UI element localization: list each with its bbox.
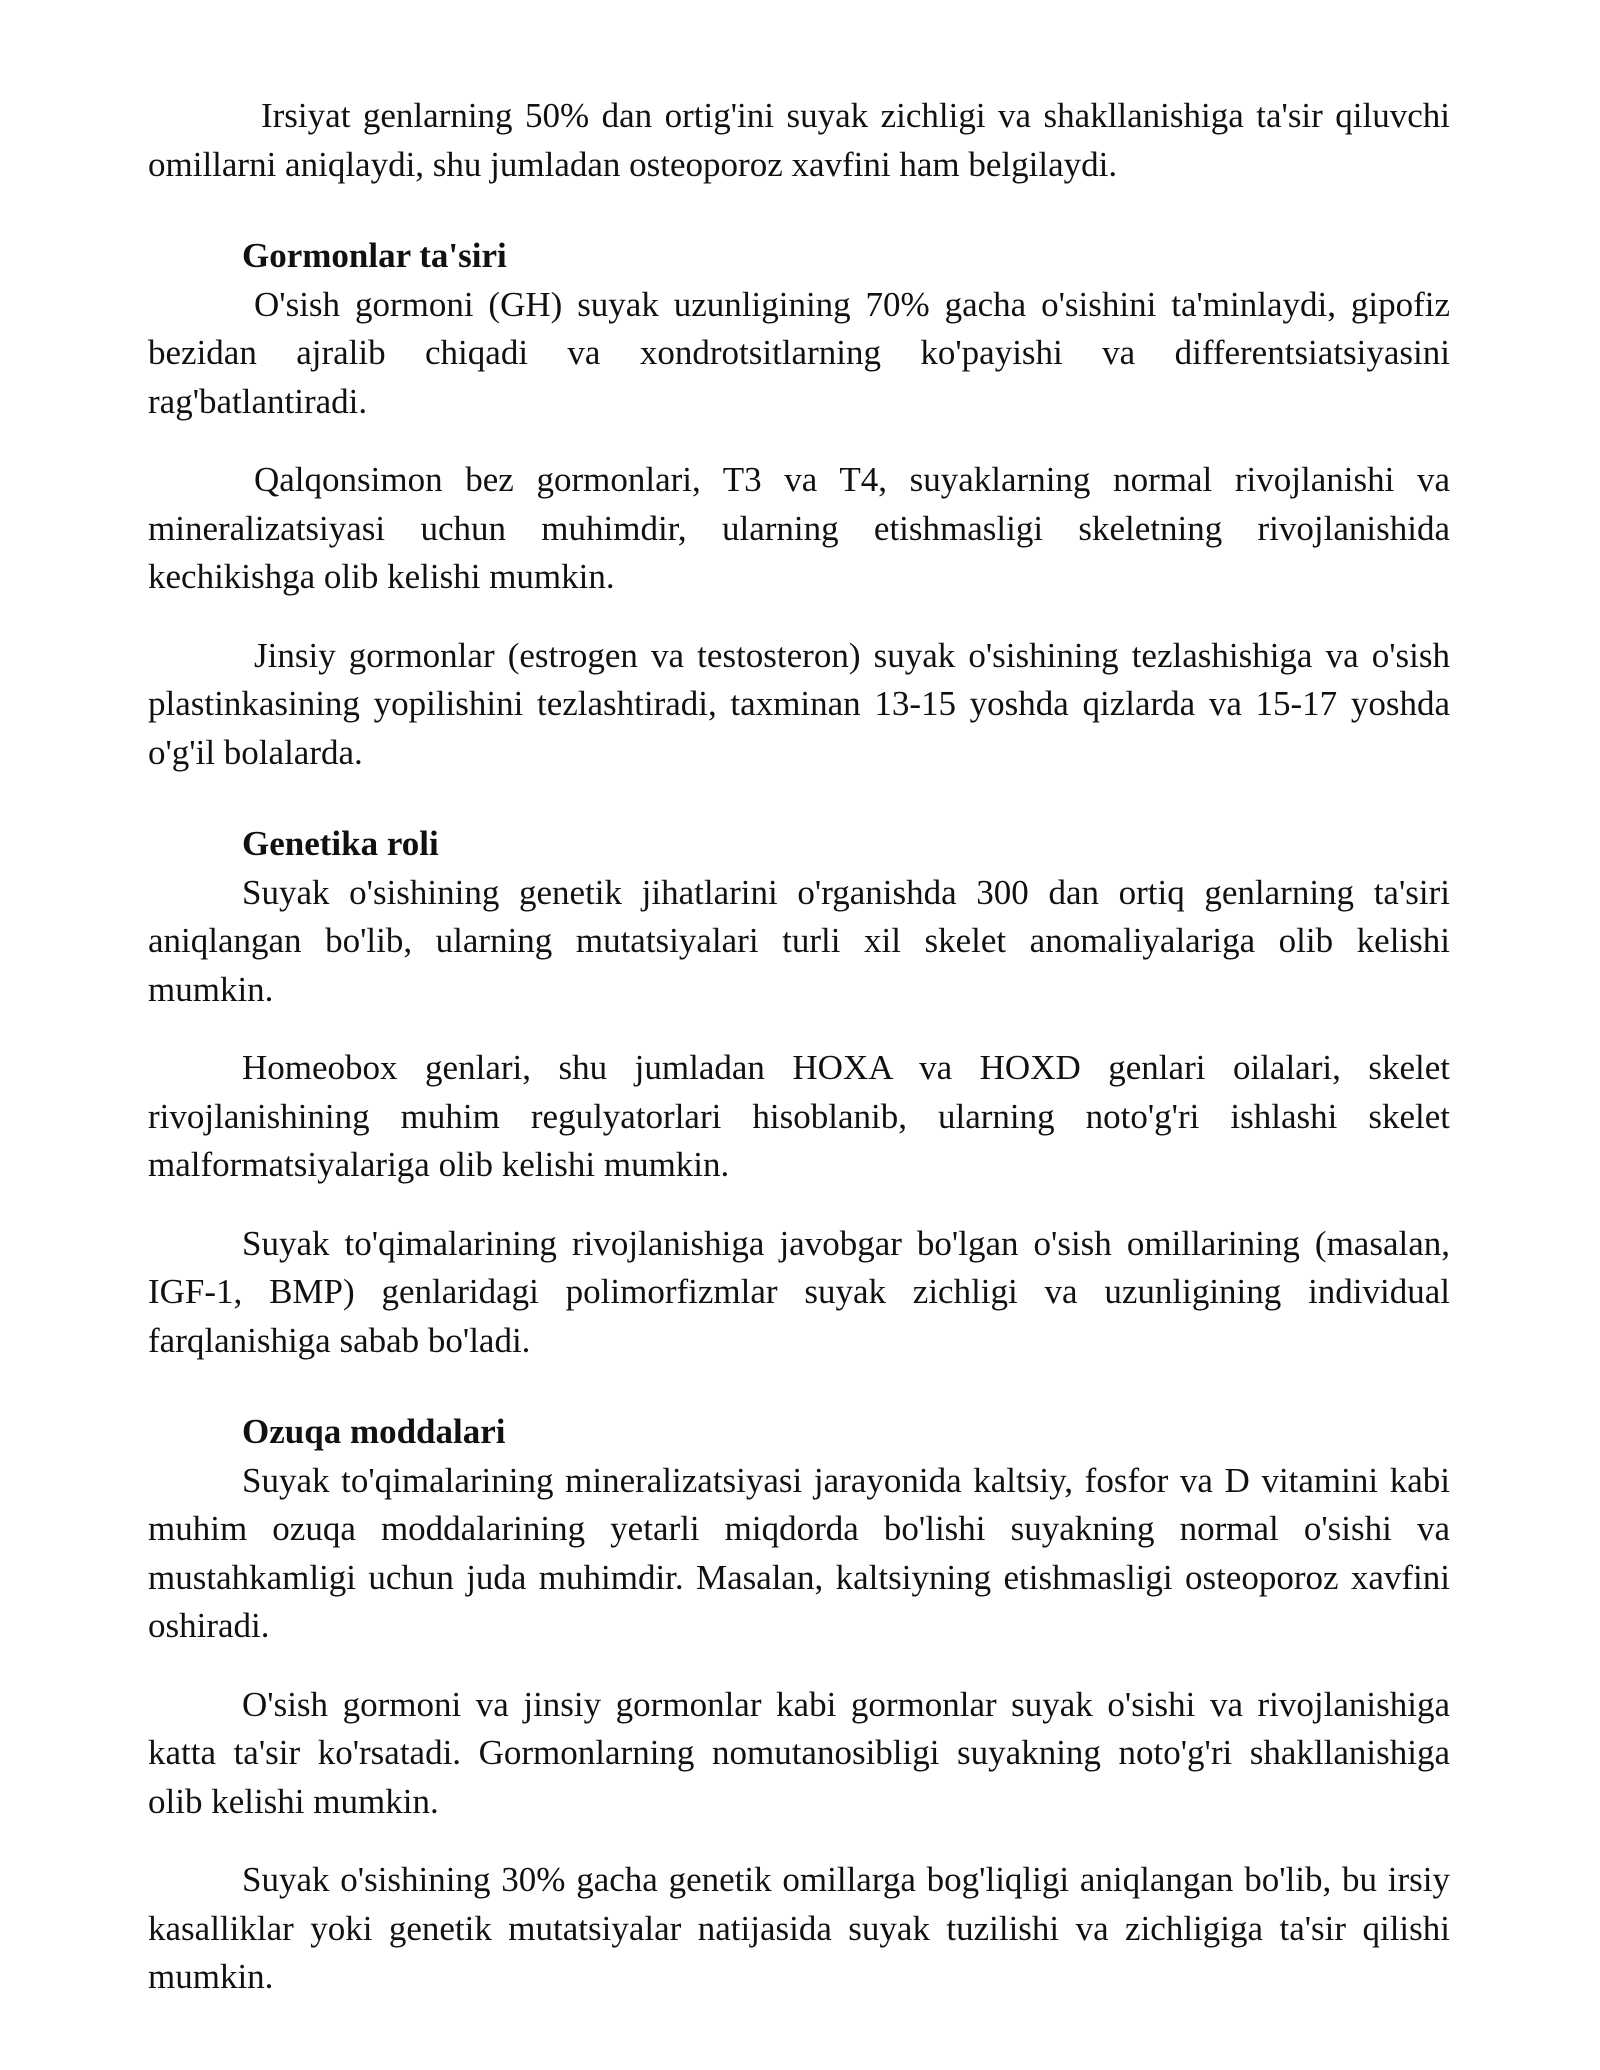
heading-genetika-roli: Genetika roli bbox=[242, 824, 439, 863]
paragraph-osish-gormoni: O'sish gormoni (GH) suyak uzunligining 70% gacha o'sishini ta'minlaydi, gipofiz bezidan ajralib chiqadi va xondrotsitlarning ko'payishi va differentsiatsiyasini rag'batlantiradi. bbox=[148, 284, 1450, 421]
paragraph-homeobox-genlari: Homeobox genlari, shu jumladan HOXA va HOXD genlari oilalari, skelet rivojlanishining muhim regulyatorlari hisoblanib, ularning noto'g'ri ishlashi skelet malformatsiyalariga olib kelishi mumkin. bbox=[148, 1048, 1450, 1184]
paragraph-mineralizatsiya: Suyak to'qimalarining mineralizatsiyasi jarayonida kaltsiy, fosfor va D vitamini kabi muhim ozuqa moddalarining yetarli miqdorda bo'lishi suyakning normal o'sishi va mustahkamligi uchun juda muhimdir. Masalan, kaltsiyning etishmasligi osteoporoz xavfini oshiradi. bbox=[148, 1460, 1450, 1645]
heading-gormonlar-tasiri: Gormonlar ta'siri bbox=[242, 236, 507, 275]
paragraph-genetik-omillar: Suyak o'sishining 30% gacha genetik omillarga bog'liqligi aniqlangan bo'lib, bu irsiy kasalliklar yoki genetik mutatsiyalar natijasida suyak tuzilishi va zichligiga ta'sir qilishi mumkin. bbox=[148, 1860, 1450, 1996]
paragraph-irsiyat: Irsiyat genlarning 50% dan ortig'ini suyak zichligi va shakllanishiga ta'sir qiluvchi omillarni aniqlaydi, shu jumladan osteoporoz xavfini ham belgilaydi. bbox=[148, 96, 1450, 184]
paragraph-jinsiy-gormonlar: Jinsiy gormonlar (estrogen va testosteron) suyak o'sishining tezlashishiga va o'sish plastinkasining yopilishini tezlashtiradi, taxminan 13-15 yoshda qizlarda va 15-17 yoshda o'g'il bolalarda. bbox=[148, 635, 1450, 772]
paragraph-genetik-jihatlar: Suyak o'sishining genetik jihatlarini o'rganishda 300 dan ortiq genlarning ta'siri aniqlangan bo'lib, ularning mutatsiyalari turli xil skelet anomaliyalariga olib kelishi mumkin. bbox=[148, 872, 1450, 1009]
paragraph-qalqonsimon-bez: Qalqonsimon bez gormonlari, T3 va T4, suyaklarning normal rivojlanishi va mineralizatsiyasi uchun muhimdir, ularning etishmasligi skeletning rivojlanishida kechikishga olib kelishi mumkin. bbox=[148, 460, 1450, 596]
paragraph-osish-omillari: Suyak to'qimalarining rivojlanishiga javobgar bo'lgan o'sish omillarining (masalan, IGF-1, BMP) genlaridagi polimorfizmlar suyak zichligi va uzunligining individual farqlanishiga sabab bo'ladi. bbox=[148, 1223, 1450, 1360]
paragraph-gormonlar-tasiri: O'sish gormoni va jinsiy gormonlar kabi gormonlar suyak o'sishi va rivojlanishiga katta ta'sir ko'rsatadi. Gormonlarning nomutanosibligi suyakning noto'g'ri shakllanishiga olib kelishi mumkin. bbox=[148, 1684, 1450, 1821]
document-body bbox=[148, 92, 1450, 2002]
heading-ozuqa-moddalari: Ozuqa moddalari bbox=[242, 1412, 506, 1451]
